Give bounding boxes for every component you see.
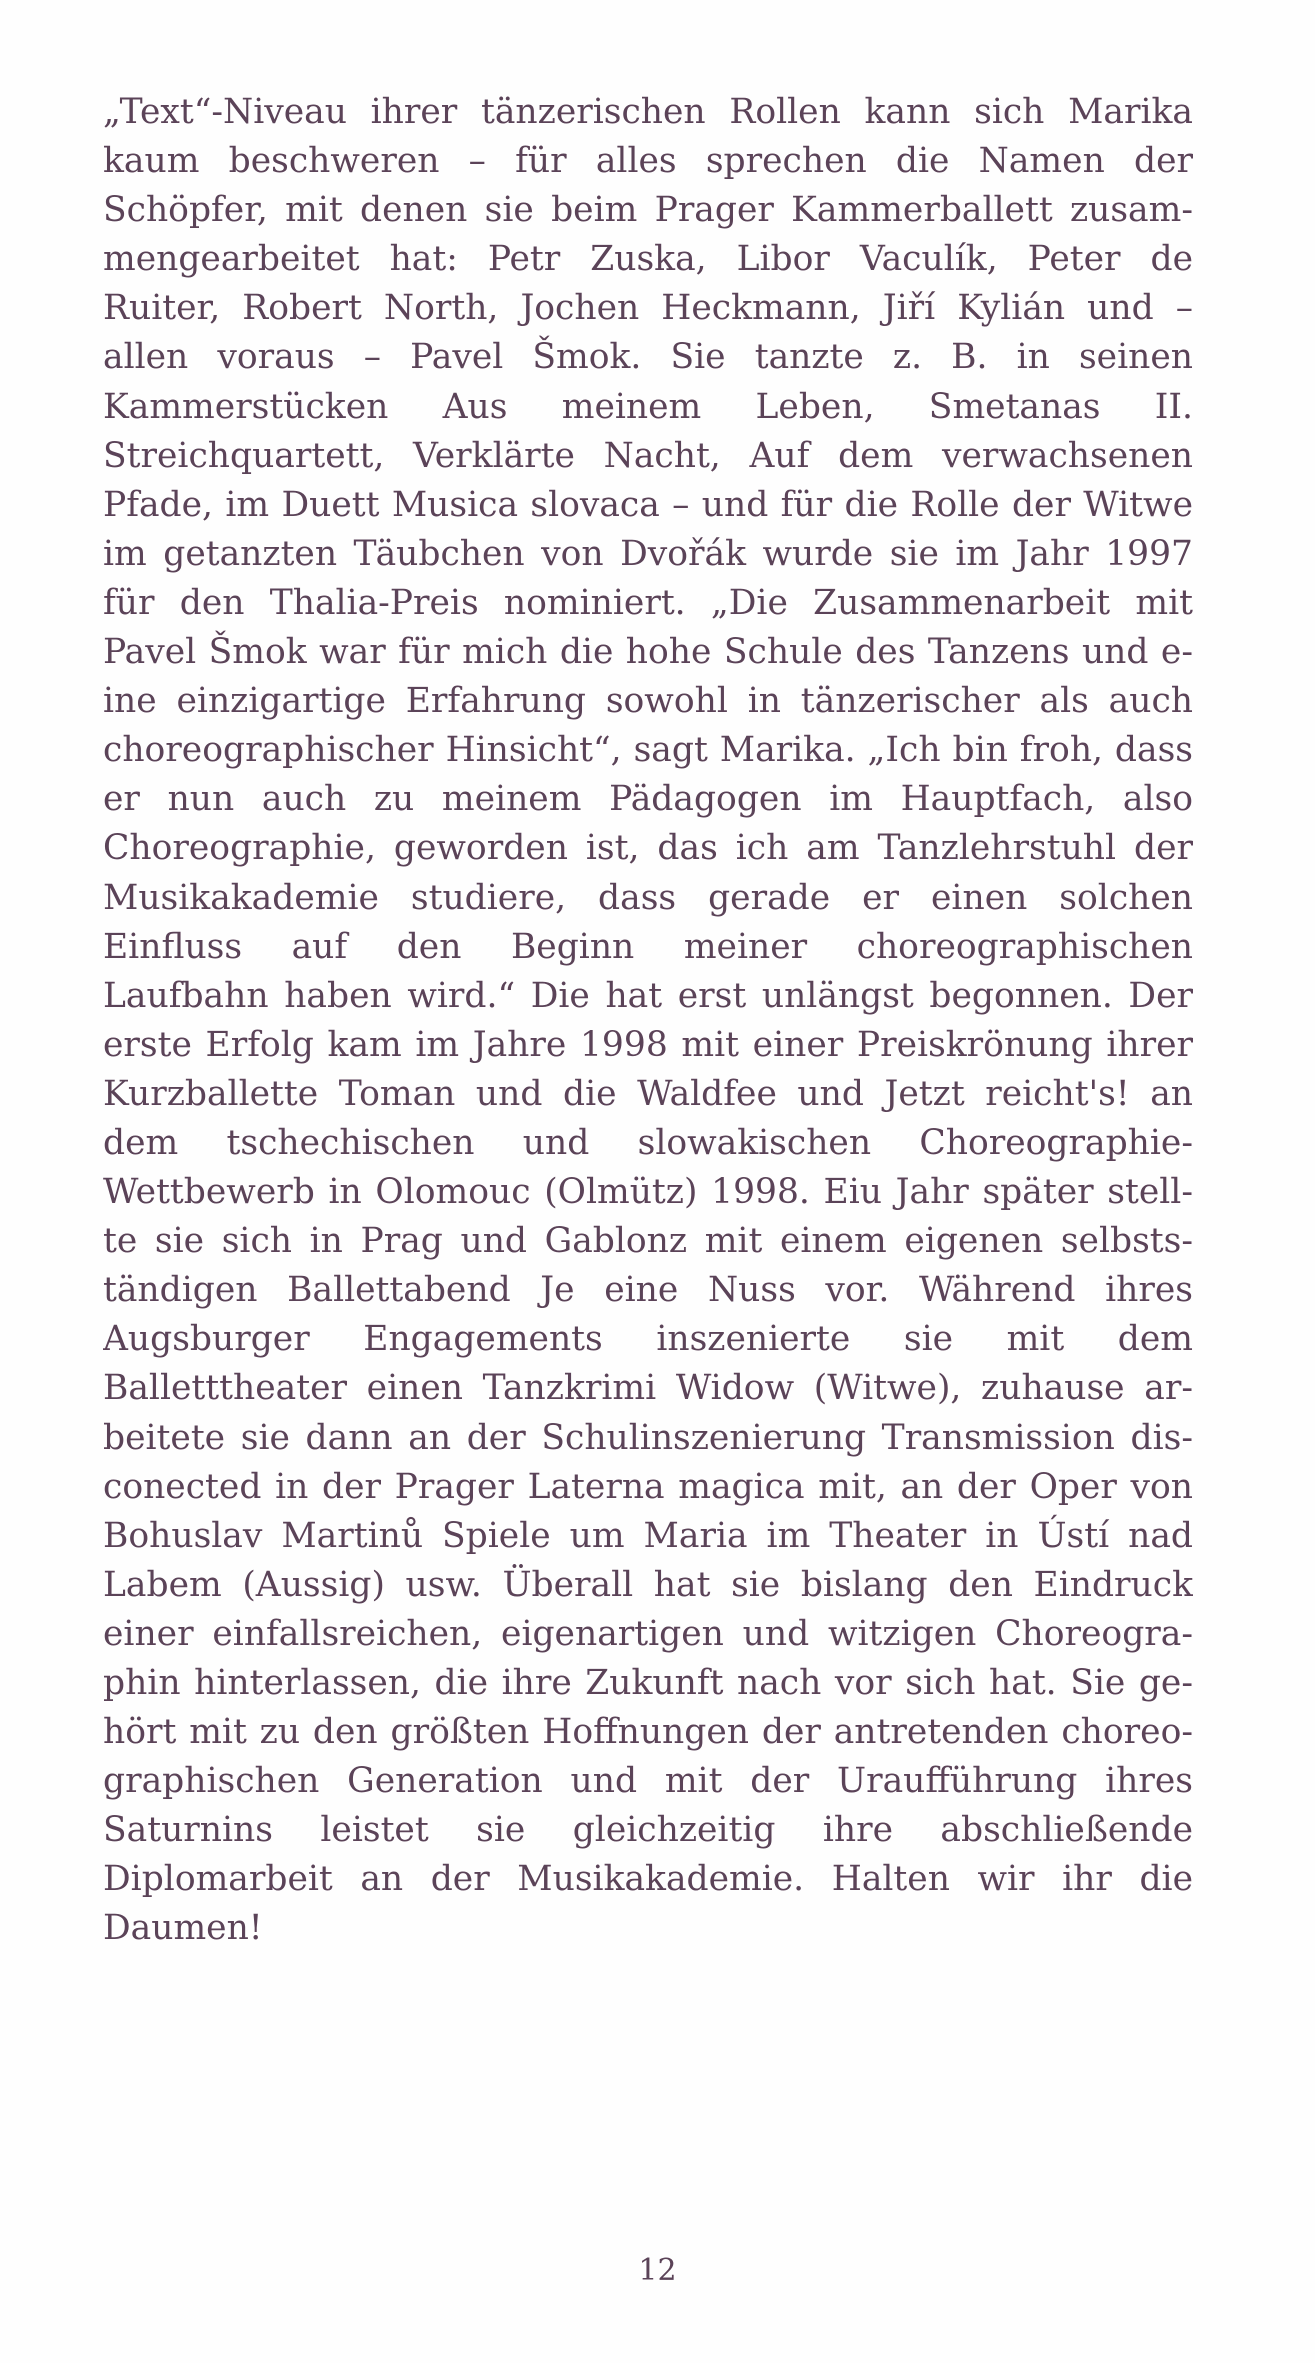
- text-line: Labem (Aussig) usw. Überall hat sie bislang den Eindruck: [103, 1564, 1193, 1605]
- text-line: phin hinterlassen, die ihre Zukunft nach vor sich hat. Sie ge-: [103, 1663, 1193, 1703]
- text-line: Pavel Šmok war für mich die hohe Schule des Tanzens und e-: [103, 632, 1193, 673]
- text-line: allen voraus – Pavel Šmok. Sie tanzte z. B. in seinen: [103, 337, 1193, 378]
- text-line: Choreographie, geworden ist, das ich am Tanzlehrstuhl der: [103, 828, 1193, 869]
- text-line: Schöpfer, mit denen sie beim Prager Kammerballett zusam-: [103, 190, 1193, 231]
- text-line: kaum beschweren – für alles sprechen die Namen der: [103, 141, 1193, 182]
- text-line: te sie sich in Prag und Gablonz mit einem eigenen selbsts-: [103, 1221, 1193, 1262]
- text-line: Musikakademie studiere, dass gerade er einen solchen: [103, 877, 1193, 918]
- text-line: graphischen Generation und mit der Uraufführung ihres: [103, 1761, 1193, 1802]
- text-line: Kurzballette Toman und die Waldfee und Jetzt reicht's! an: [103, 1073, 1193, 1114]
- text-line: dem tschechischen und slowakischen Choreographie-: [103, 1122, 1193, 1163]
- text-line: Bohuslav Martinů Spiele um Maria im Theater in Ústí nad: [103, 1515, 1193, 1556]
- text-line: hört mit zu den größten Hoffnungen der antretenden choreo-: [103, 1712, 1193, 1753]
- text-line: erste Erfolg kam im Jahre 1998 mit einer Preiskrönung ihrer: [103, 1024, 1193, 1065]
- text-line: choreographischer Hinsicht“, sagt Marika. „Ich bin froh, dass: [103, 730, 1193, 771]
- text-line: Streichquartett, Verklärte Nacht, Auf dem verwachsenen: [103, 435, 1193, 476]
- text-line: tändigen Ballettabend Je eine Nuss vor. Während ihres: [103, 1270, 1193, 1311]
- text-line: „Text“-Niveau ihrer tänzerischen Rollen kann sich Marika: [103, 92, 1193, 132]
- text-line: im getanzten Täubchen von Dvořák wurde sie im Jahr 1997: [103, 533, 1193, 574]
- text-line: beitete sie dann an der Schulinszenierung Transmission dis-: [103, 1417, 1193, 1458]
- text-line: Kammerstücken Aus meinem Leben, Smetanas II.: [103, 386, 1193, 427]
- text-line: Pfade, im Duett Musica slovaca – und für die Rolle der Witwe: [103, 484, 1193, 525]
- text-line: Wettbewerb in Olomouc (Olmütz) 1998. Eiu Jahr später stell-: [103, 1172, 1193, 1213]
- body-text: [103, 88, 1193, 1954]
- text-line: Balletttheater einen Tanzkrimi Widow (Witwe), zuhause ar-: [103, 1368, 1193, 1409]
- text-line: ine einzigartige Erfahrung sowohl in tänzerischer als auch: [103, 681, 1193, 722]
- text-line: Diplomarbeit an der Musikakademie. Halten wir ihr die: [103, 1859, 1193, 1900]
- text-line: einer einfallsreichen, eigenartigen und witzigen Choreogra-: [103, 1613, 1193, 1654]
- text-line: Laufbahn haben wird.“ Die hat erst unlängst begonnen. Der: [103, 975, 1193, 1016]
- text-line: conected in der Prager Laterna magica mit, an der Oper von: [103, 1466, 1193, 1507]
- text-line: er nun auch zu meinem Pädagogen im Hauptfach, also: [103, 779, 1193, 820]
- text-line: Ruiter, Robert North, Jochen Heckmann, Jiří Kylián und –: [103, 288, 1193, 329]
- text-line: für den Thalia-Preis nominiert. „Die Zusammenarbeit mit: [103, 582, 1193, 623]
- text-line: Augsburger Engagements inszenierte sie mit dem: [103, 1319, 1193, 1360]
- text-line: Einfluss auf den Beginn meiner choreographischen: [103, 926, 1193, 967]
- page-number: 12: [638, 2253, 677, 2288]
- text-line: Daumen!: [103, 1908, 263, 1949]
- text-line: Saturnins leistet sie gleichzeitig ihre abschließende: [103, 1810, 1193, 1851]
- text-line: mengearbeitet hat: Petr Zuska, Libor Vaculík, Peter de: [103, 239, 1193, 280]
